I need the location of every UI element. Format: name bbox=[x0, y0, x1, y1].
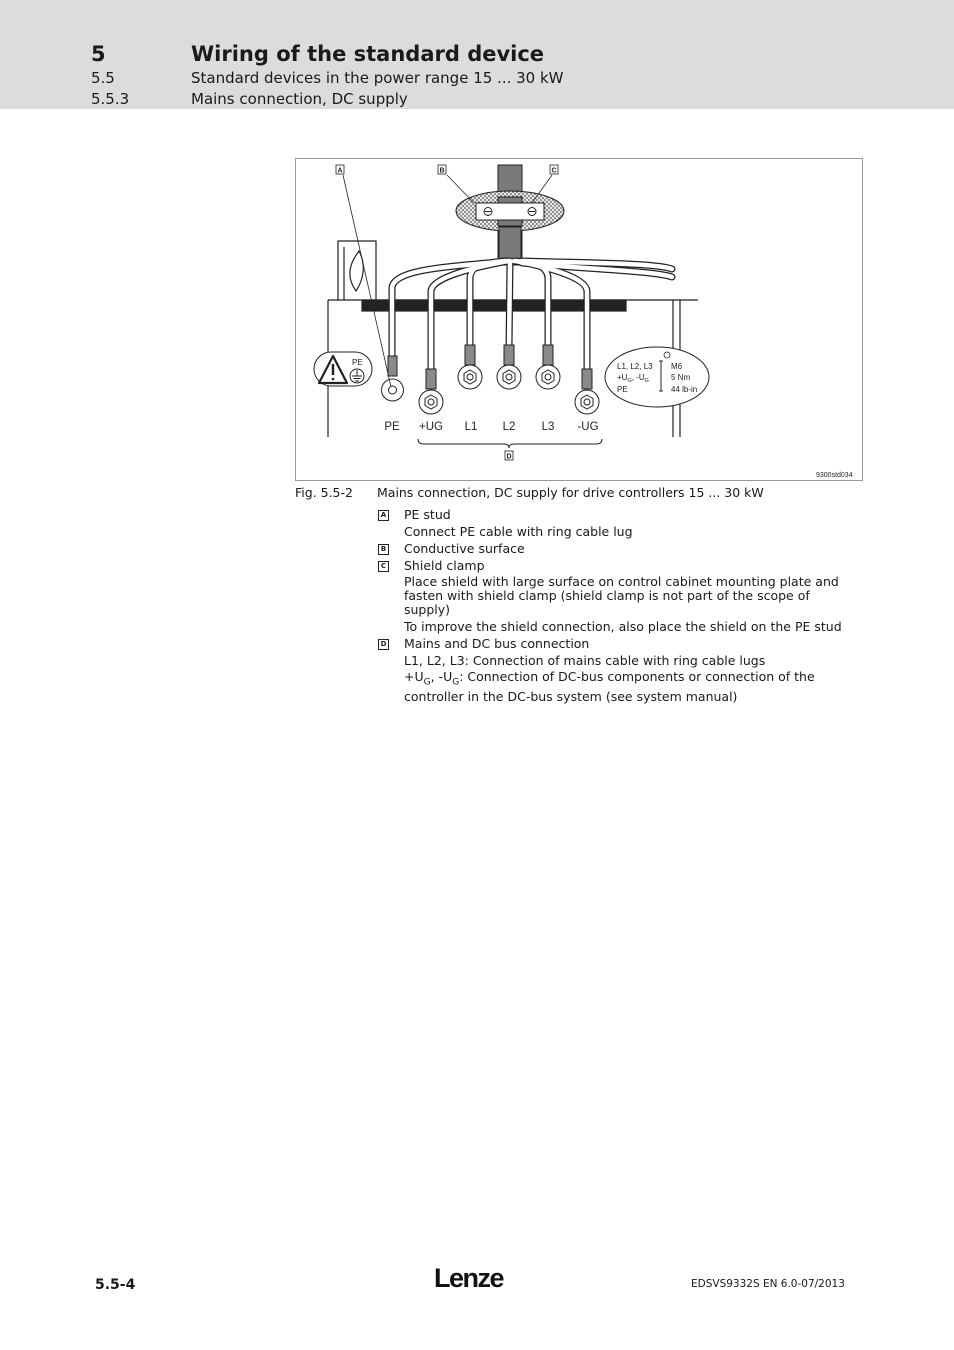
marker-c bbox=[550, 165, 558, 175]
terminal-label-l1: L1 bbox=[464, 421, 478, 433]
chapter-number: 5 bbox=[91, 42, 106, 66]
marker-a bbox=[336, 165, 344, 175]
page-header bbox=[0, 0, 954, 109]
svg-text:C: C bbox=[551, 167, 557, 175]
legend-key-c: C bbox=[378, 561, 389, 572]
svg-text:D: D bbox=[506, 453, 512, 461]
caption-text: Mains connection, DC supply for drive controllers 15 ... 30 kW bbox=[377, 485, 764, 500]
figure-legend bbox=[378, 507, 858, 704]
wiring-figure bbox=[295, 158, 863, 481]
legend-key-d: D bbox=[378, 639, 389, 650]
legend-item-a bbox=[378, 507, 858, 540]
terminal-labels bbox=[384, 421, 598, 433]
svg-text:A: A bbox=[337, 167, 343, 175]
svg-text:Lenze: Lenze bbox=[434, 1263, 504, 1293]
legend-a-line1: Connect PE cable with ring cable lug bbox=[404, 524, 633, 539]
pe-symbol-label: PE bbox=[352, 358, 363, 367]
page-number: 5.5-4 bbox=[95, 1277, 136, 1293]
terminal-label-l3: L3 bbox=[541, 421, 555, 433]
torque-right-line2: 5 Nm bbox=[671, 373, 691, 382]
torque-right-line3: 44 lb-in bbox=[671, 385, 698, 394]
legend-b-title: Conductive surface bbox=[404, 541, 525, 556]
legend-c-title: Shield clamp bbox=[404, 558, 485, 573]
legend-c-line1: Place shield with large surface on control cabinet mounting plate and fasten with shield clamp (shield clamp is not part of the scope of supply) bbox=[404, 574, 839, 617]
legend-a-title: PE stud bbox=[404, 507, 451, 522]
terminal-label-pe: PE bbox=[384, 421, 400, 433]
legend-item-b bbox=[378, 541, 858, 557]
subsection-number: 5.5.3 bbox=[91, 90, 130, 108]
legend-item-c bbox=[378, 558, 858, 635]
torque-left-line2: $+U_G$, $-U_G$ bbox=[617, 373, 649, 384]
legend-key-b: B bbox=[378, 544, 389, 555]
terminal-brace bbox=[418, 439, 602, 448]
figure-image-id: 9300std034 bbox=[816, 472, 853, 479]
torque-left-line3: PE bbox=[617, 385, 628, 394]
section-number: 5.5 bbox=[91, 69, 115, 87]
torque-right-line1: M6 bbox=[671, 362, 683, 371]
marker-b bbox=[438, 165, 446, 175]
legend-d-line2: $+U_G$, $-U_G$: Connection of DC-bus components or connection of the controller in the DC-bus system (see system manual) bbox=[404, 669, 815, 704]
warning-label bbox=[314, 352, 372, 386]
caption-label: Fig. 5.5-2 bbox=[295, 485, 353, 500]
terminals bbox=[382, 345, 600, 414]
torque-left-line1: L1, L2, L3 bbox=[617, 362, 653, 371]
legend-item-d bbox=[378, 636, 858, 704]
subsection-title: Mains connection, DC supply bbox=[191, 90, 408, 108]
legend-d-line1: L1, L2, L3: Connection of mains cable with ring cable lugs bbox=[404, 653, 766, 668]
chapter-title: Wiring of the standard device bbox=[191, 42, 545, 66]
wiring-diagram bbox=[296, 159, 862, 480]
marker-d bbox=[505, 451, 513, 461]
terminal-label-l2: L2 bbox=[502, 421, 516, 433]
terminal-label-plus-ug: +UG bbox=[419, 421, 443, 433]
legend-c-line2: To improve the shield connection, also place the shield on the PE stud bbox=[404, 619, 842, 634]
legend-d-title: Mains and DC bus connection bbox=[404, 636, 590, 651]
lenze-logo bbox=[432, 1263, 516, 1293]
shield-clamp bbox=[456, 165, 564, 265]
legend-key-a: A bbox=[378, 510, 389, 521]
terminal-label-minus-ug: -UG bbox=[577, 421, 599, 433]
section-title: Standard devices in the power range 15 ... 30 kW bbox=[191, 69, 564, 87]
document-id: EDSVS9332S EN 6.0-07/2013 bbox=[691, 1278, 845, 1290]
svg-text:B: B bbox=[439, 167, 445, 175]
